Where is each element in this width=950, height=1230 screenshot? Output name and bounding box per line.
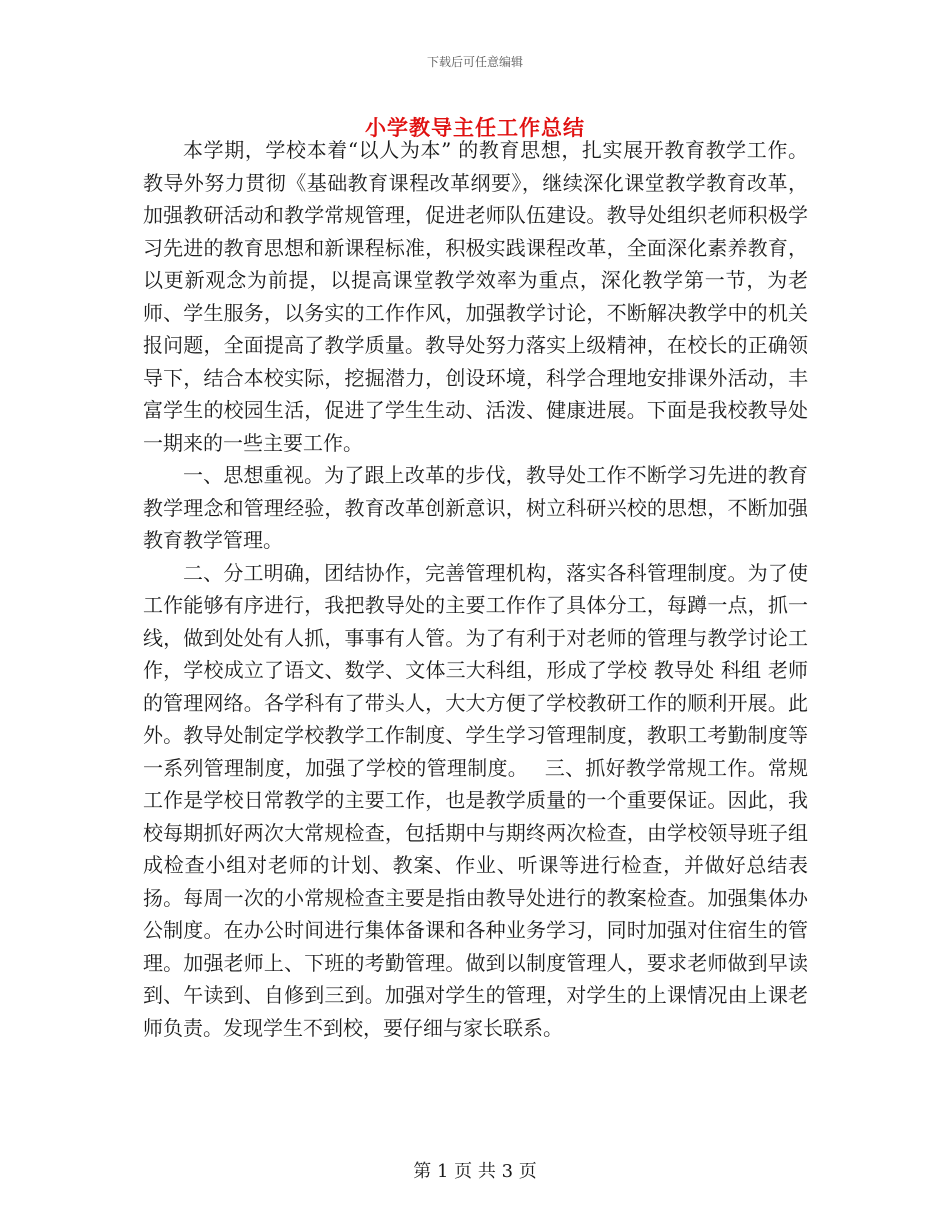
document-body [143, 134, 808, 1044]
header-note: 下载后可任意编辑 [426, 55, 523, 69]
paragraph-section-2: 二、分工明确，团结协作，完善管理机构，落实各科管理制度。为了使工作能够有序进行，我把教导处的主要工作作了具体分工，每蹲一点，抓一线，做到处处有人抓，事事有人管。为了有利于对老师的管理与教学讨论工作，学校成立了语文、数学、文体三大科组，形成了学校 教导处 科组 老师的管理网络。各学科有了带头人，大大方便了学校教研工作的顺利开展。此外。教导处制定学校教学工作制度、学生学习管理制度，教职工考勤制度等一系列管理制度，加强了学校的管理制度。 三、抓好教学常规工作。常规工作是学校日常教学的主要工作，也是教学质量的一个重要保证。因此，我校每期抓好两次大常规检查，包括期中与期终两次检查，由学校领导班子组成检查小组对老师的计划、教案、作业、听课等进行检查，并做好总结表扬。每周一次的小常规检查主要是指由教导处进行的教案检查。加强集体办公制度。在办公时间进行集体备课和各种业务学习，同时加强对住宿生的管理。加强老师上、下班的考勤管理。做到以制度管理人，要求老师做到早读到、午读到、自修到三到。加强对学生的管理，对学生的上课情况由上课老师负责。发现学生不到校，要仔细与家长联系。 [143, 560, 808, 1040]
page-number: 第 1 页 共 3 页 [413, 1161, 537, 1182]
paragraph-section-1: 一、思想重视。为了跟上改革的步伐，教导处工作不断学习先进的教育教学理念和管理经验，教育改革创新意识，树立科研兴校的思想，不断加强教育教学管理。 [143, 463, 808, 552]
paragraph-intro: 本学期，学校本着“以人为本” 的教育思想，扎实展开教育教学工作。教导外努力贯彻《基础教育课程改革纲要》，继续深化课堂教学教育改革，加强教研活动和教学常规管理，促进老师队伍建设。教导处组织老师积极学习先进的教育思想和新课程标准，积极实践课程改革，全面深化素养教育，以更新观念为前提，以提高课堂教学效率为重点，深化教学第一节，为老师、学生服务，以务实的工作作风，加强教学讨论，不断解决教学中的机关报问题，全面提高了教学质量。教导处努力落实上级精神，在校长的正确领导下，结合本校实际，挖掘潜力，创设环境，科学合理地安排课外活动，丰富学生的校园生活，促进了学生生动、活泼、健康进展。下面是我校教导处一期来的一些主要工作。 [143, 138, 808, 455]
document-title: 小学教导主任工作总结 [365, 115, 585, 140]
